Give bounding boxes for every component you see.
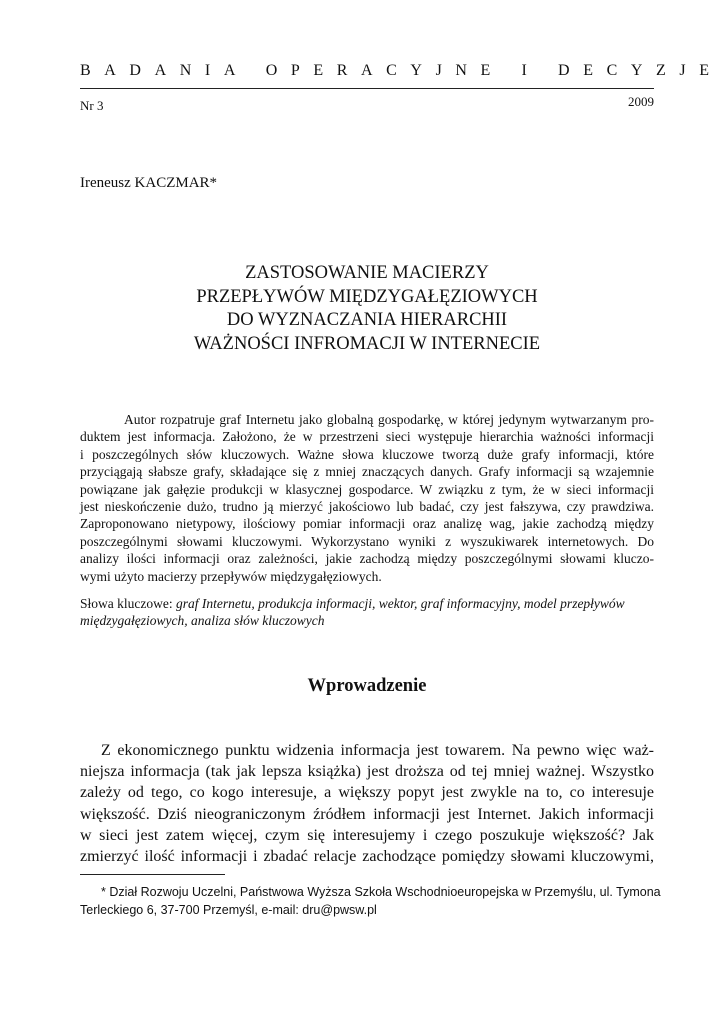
header-divider [80, 88, 654, 89]
issue-number: Nr 3 [80, 98, 104, 113]
keywords-list-continued: międzygałęziowych, analiza słów kluczowych [80, 613, 325, 629]
abstract-line: powiązane jak gałęzie produkcji w klasycznej gospodarce. W związku z tym, że w sieci informacji [80, 481, 654, 497]
keywords-list: graf Internetu, produkcja informacji, wektor, graf informacyjny, model przepływów [175, 596, 625, 611]
abstract-line: jest nieskończenie dużo, trudno ją mierzyć jakościowo lub badać, czy jest fałszywa, czy prawdziwa. [80, 498, 654, 514]
footnote [80, 883, 661, 919]
footnote-divider [80, 874, 225, 875]
title-line: DO WYZNACZANIA HIERARCHII [226, 310, 508, 330]
title-line: PRZEPŁYWÓW MIĘDZYGAŁĘZIOWYCH [196, 286, 538, 307]
title-line: ZASTOSOWANIE MACIERZY [245, 263, 489, 283]
article-title [80, 262, 654, 356]
abstract-line: Autor rozpatruje graf Internetu jako globalną gospodarkę, w której jedynym wytwarzanym pro- [124, 412, 654, 427]
footnote-line: * Dział Rozwoju Uczelni, Państwowa Wyższa Szkoła Wschodnioeuropejska w Przemyślu, ul. Tymona [101, 885, 661, 899]
body-paragraph [80, 740, 654, 867]
journal-name: BADANIA OPERACYJNE I DECYZJE [80, 62, 723, 79]
abstract-line: duktem jest informacja. Założono, że w przestrzeni sieci występuje hierarchia ważności informacji [80, 429, 654, 445]
body-line: zmierzyć ilość informacji i zbadać relacje zachodzące pomiędzy słowami kluczowymi, [80, 847, 654, 865]
abstract [80, 411, 654, 585]
abstract-line: i poszczególnych słów kluczowych. Ważne słowa kluczowe tworzą duże grafy informacji, które [80, 446, 654, 462]
publication-year: 2009 [628, 94, 654, 109]
title-line: WAŻNOŚCI INFROMACJI W INTERNECIE [193, 333, 541, 354]
abstract-line: wymi użyto macierzy przepływów międzygałęziowych. [80, 568, 382, 584]
body-line: niejsza informacja (tak jak lepsza książka) jest droższa od tej mniej ważnej. Wszystko [80, 763, 654, 781]
keywords [80, 595, 654, 630]
section-heading: Wprowadzenie [307, 676, 427, 696]
abstract-line: analizy ilości informacji oraz zależności, jakie zachodzą między poszczególnymi słowami kluczo- [80, 551, 654, 567]
author-name: Ireneusz KACZMAR* [80, 175, 218, 191]
body-line: Z ekonomicznego punktu widzenia informacja jest towarem. Na pewno więc waż- [101, 742, 654, 759]
body-line: w sieci jest zatem więcej, czym się interesujemy i czego poszukuje większość? Jak [80, 826, 654, 844]
abstract-line: przyciągają słabsze grafy, składające się z mniej znaczących danych. Grafy informacji są wzajemnie [80, 464, 654, 480]
body-line: większość. Dziś nieograniczonym źródłem informacji jest Internet. Jakich informacji [80, 805, 654, 823]
abstract-line: Zaproponowano nietypowy, ilościowy pomiar informacji oraz analizę wag, jakie zachodzą między [80, 516, 654, 532]
abstract-line: poszczególnymi słowami kluczowymi. Wykorzystano wyniki z wyszukiwarek internetowych. Do [80, 533, 654, 549]
body-line: zależy od tego, co kogo interesuje, a większy popyt jest zwykle na to, co interesuje [80, 784, 654, 802]
footnote-line: Terleckiego 6, 37-700 Przemyśl, e-mail: dru@pwsw.pl [80, 903, 377, 917]
keywords-label: Słowa kluczowe: [80, 596, 176, 611]
